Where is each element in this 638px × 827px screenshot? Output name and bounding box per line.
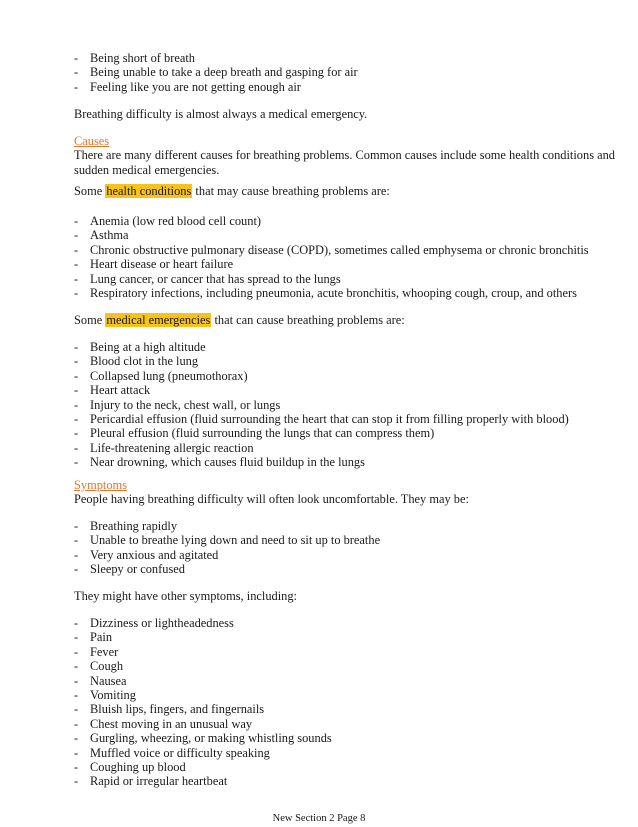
- emergencies-lead-block: [74, 313, 619, 327]
- list-item: - Injury to the neck, chest wall, or lungs: [74, 398, 619, 412]
- emergency-note: Breathing difficulty is almost always a medical emergency.: [74, 107, 368, 121]
- list-item: - Collapsed lung (pneumothorax): [74, 369, 619, 383]
- other-symptoms-list: [74, 616, 619, 789]
- list-item: - Unable to breathe lying down and need to sit up to breathe: [74, 533, 619, 547]
- causes-heading: Causes: [74, 134, 110, 148]
- medical-emergencies-highlight: medical emergencies: [106, 313, 211, 327]
- emergencies-list: [74, 340, 619, 470]
- symptoms-heading: Symptoms: [74, 478, 128, 492]
- emergency-note-block: [74, 107, 619, 121]
- list-item: - Heart disease or heart failure: [74, 257, 619, 271]
- conditions-lead-before: Some: [74, 184, 106, 198]
- list-item: - Pleural effusion (fluid surrounding the lungs that can compress them): [74, 426, 619, 440]
- list-item: - Chest moving in an unusual way: [74, 717, 619, 731]
- conditions-lead-after: that may cause breathing problems are:: [192, 184, 390, 198]
- list-item: - Very anxious and agitated: [74, 548, 619, 562]
- list-item: - Feeling like you are not getting enough air: [74, 80, 619, 94]
- list-item: - Blood clot in the lung: [74, 354, 619, 368]
- other-symptoms-intro: They might have other symptoms, including:: [74, 589, 298, 603]
- list-item: - Chronic obstructive pulmonary disease (COPD), sometimes called emphysema or chronic bronchitis: [74, 243, 619, 257]
- list-item: - Dizziness or lightheadedness: [74, 616, 619, 630]
- appearance-block: [74, 519, 619, 577]
- emergencies-lead-after: that can cause breathing problems are:: [211, 313, 405, 327]
- list-item: - Lung cancer, or cancer that has spread to the lungs: [74, 272, 619, 286]
- list-item: - Respiratory infections, including pneumonia, acute bronchitis, whooping cough, croup, and others: [74, 286, 619, 300]
- list-item: - Heart attack: [74, 383, 619, 397]
- list-item: - Near drowning, which causes fluid buildup in the lungs: [74, 455, 619, 469]
- list-item: - Breathing rapidly: [74, 519, 619, 533]
- other-intro-block: [74, 589, 619, 603]
- conditions-block: [74, 214, 619, 300]
- causes-section: [74, 134, 619, 177]
- list-item: - Life-threatening allergic reaction: [74, 441, 619, 455]
- list-item: - Gurgling, wheezing, or making whistling sounds: [74, 731, 619, 745]
- list-item: - Vomiting: [74, 688, 619, 702]
- list-item: - Fever: [74, 645, 619, 659]
- list-item: - Nausea: [74, 674, 619, 688]
- list-item: - Being short of breath: [74, 51, 619, 65]
- list-item: - Pericardial effusion (fluid surrounding the heart that can stop it from filling properly with blood): [74, 412, 619, 426]
- page-footer: New Section 2 Page 8: [272, 813, 366, 824]
- emergencies-lead-before: Some: [74, 313, 106, 327]
- list-item: - Anemia (low red blood cell count): [74, 214, 619, 228]
- conditions-list: [74, 214, 619, 300]
- emergencies-lead: [74, 313, 619, 327]
- list-item: - Being unable to take a deep breath and gasping for air: [74, 65, 619, 79]
- list-item: - Bluish lips, fingers, and fingernails: [74, 702, 619, 716]
- list-item: - Sleepy or confused: [74, 562, 619, 576]
- emergencies-block: [74, 340, 619, 470]
- intro-list: [74, 51, 619, 94]
- symptoms-intro: People having breathing difficulty will often look uncomfortable. They may be:: [74, 492, 469, 507]
- list-item: - Rapid or irregular heartbeat: [74, 774, 619, 788]
- list-item: - Being at a high altitude: [74, 340, 619, 354]
- conditions-lead-block: [74, 184, 619, 198]
- list-item: - Pain: [74, 630, 619, 644]
- health-conditions-highlight: health conditions: [106, 184, 192, 198]
- list-item: - Cough: [74, 659, 619, 673]
- symptoms-section: [74, 478, 619, 507]
- causes-intro: There are many different causes for breathing problems. Common causes include some health conditions and sudden medical emergencies.: [74, 148, 616, 177]
- conditions-lead: [74, 184, 619, 198]
- list-item: - Asthma: [74, 228, 619, 242]
- list-item: - Muffled voice or difficulty speaking: [74, 746, 619, 760]
- intro-block: [74, 51, 619, 94]
- list-item: - Coughing up blood: [74, 760, 619, 774]
- other-symptoms-block: [74, 616, 619, 789]
- appearance-list: [74, 519, 619, 577]
